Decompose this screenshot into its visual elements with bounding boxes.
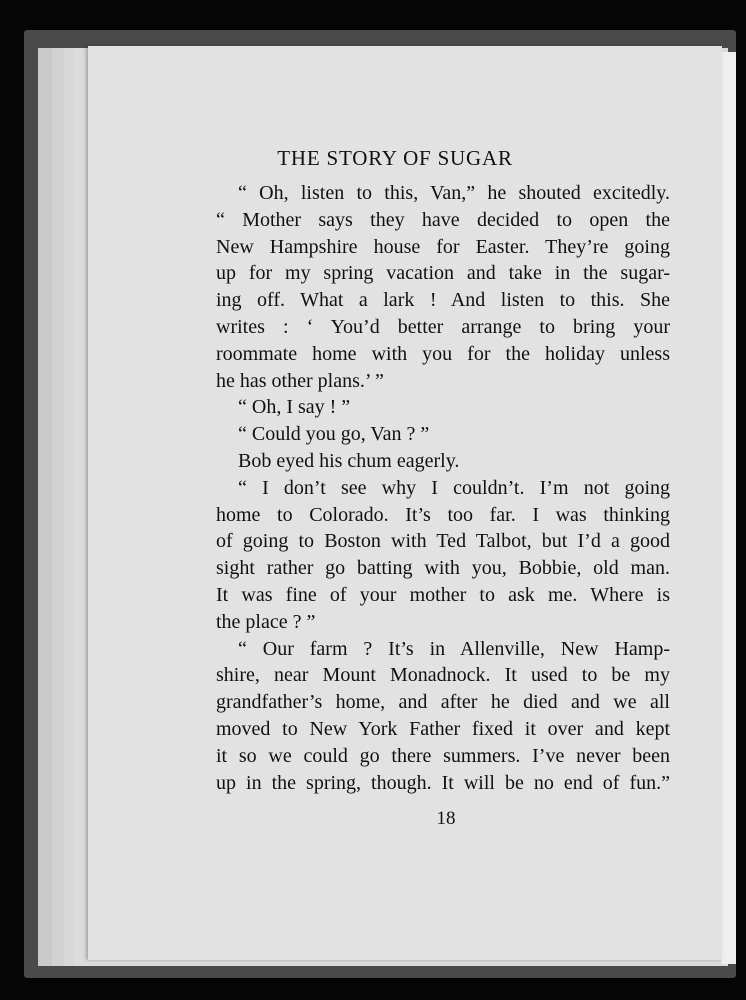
text-line: grandfather’s home, and after he died and we all <box>216 691 670 714</box>
text-line: roommate home with you for the holiday unless <box>216 342 670 365</box>
text-line: “ Our farm ? It’s in Allenville, New Hamp- <box>238 637 670 660</box>
text-line: of going to Boston with Ted Talbot, but I’d a good <box>216 530 670 553</box>
text-line: moved to New York Father fixed it over and kept <box>216 717 670 740</box>
text-line: home to Colorado. It’s too far. I was thinking <box>216 503 670 526</box>
text-line: “ Mother says they have decided to open the <box>216 208 670 231</box>
text-line: sight rather go batting with you, Bobbie, old man. <box>216 557 670 580</box>
text-line: “ Could you go, Van ? ” <box>238 423 430 446</box>
page-edge <box>722 52 736 964</box>
text-line: writes : ‘ You’d better arrange to bring your <box>216 315 670 338</box>
text-line: he has other plans.’ ” <box>216 369 384 392</box>
text-line: the place ? ” <box>216 610 316 633</box>
text-line: up for my spring vacation and take in the sugar- <box>216 262 670 285</box>
text-line: “ Oh, listen to this, Van,” he shouted excitedly. <box>238 182 670 204</box>
body-text <box>216 180 670 796</box>
text-line: up in the spring, though. It will be no end of fun.” <box>216 771 670 794</box>
text-line: “ Oh, I say ! ” <box>238 396 351 419</box>
text-line: Bob eyed his chum eagerly. <box>238 449 460 472</box>
page-number: 18 <box>436 808 456 829</box>
running-head: THE STORY OF SUGAR <box>277 146 513 170</box>
text-line: It was fine of your mother to ask me. Where is <box>216 583 670 606</box>
text-line: it so we could go there summers. I’ve never been <box>216 744 670 767</box>
text-line: New Hampshire house for Easter. They’re going <box>216 235 670 258</box>
text-line: ing off. What a lark ! And listen to this. She <box>216 289 670 312</box>
text-line: shire, near Mount Monadnock. It used to be my <box>216 664 670 687</box>
text-line: “ I don’t see why I couldn’t. I’m not going <box>238 476 670 499</box>
